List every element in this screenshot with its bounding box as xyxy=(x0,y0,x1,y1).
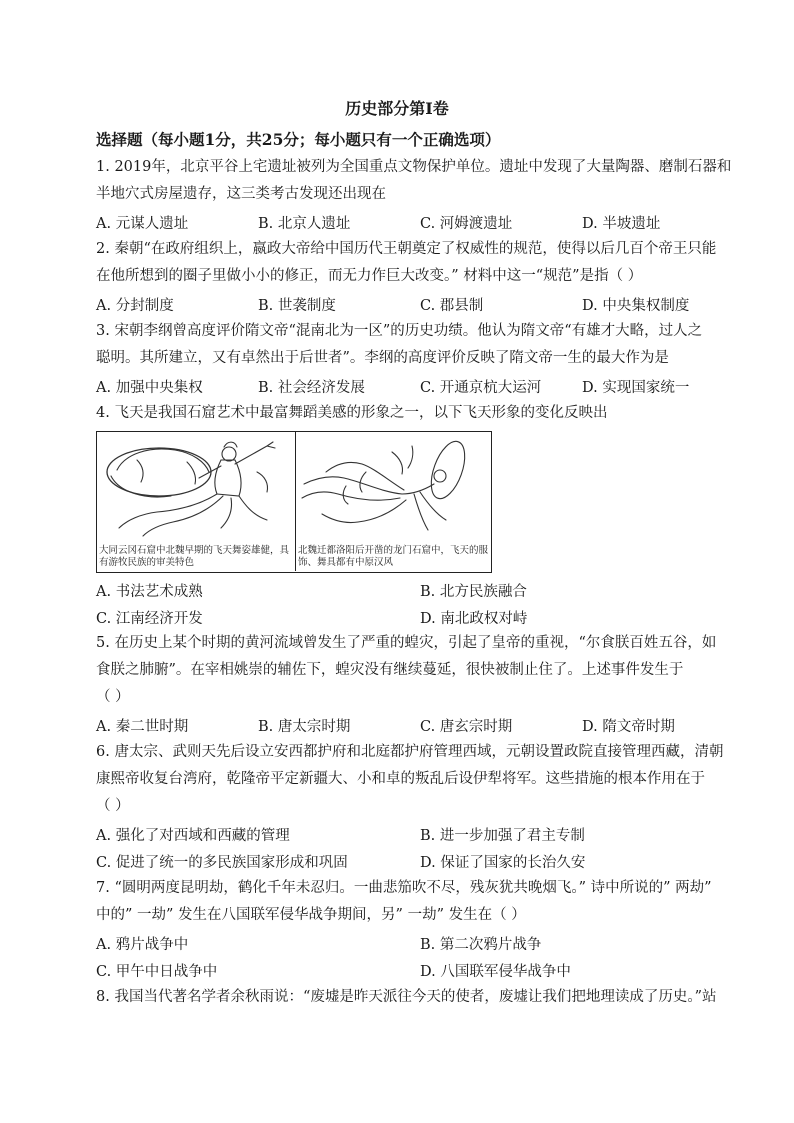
question-3 xyxy=(96,318,703,372)
flying-apsara-illustration-left xyxy=(97,432,293,542)
option-c: C. 江南经济开发 xyxy=(96,611,203,627)
question-1 xyxy=(96,154,732,208)
option-a: A. 鸦片战争中 xyxy=(96,937,189,953)
question-6-options-row-2 xyxy=(96,851,700,873)
option-c: C. 唐玄宗时期 xyxy=(420,719,513,735)
option-a: A. 分封制度 xyxy=(96,298,174,314)
option-b: B. 第二次鸦片战争 xyxy=(420,937,542,953)
page-title: 历史部分第Ⅰ卷 xyxy=(345,99,449,118)
section-header: 选择题（每小题1分，共25分；每小题只有一个正确选项） xyxy=(96,130,501,149)
option-b: B. 北方民族融合 xyxy=(420,584,527,600)
option-b: B. 进一步加强了君主专制 xyxy=(420,828,585,844)
figure-caption-left: 大同云冈石窟中北魏早期的飞天舞姿雄健，具有游牧民族的审美特色 xyxy=(99,545,293,569)
question-4-options-row-2 xyxy=(96,607,700,629)
option-b: B. 北京人遗址 xyxy=(258,216,351,232)
question-text-line: 3. 宋朝李纲曾高度评价隋文帝“混南北为一区”的历史功绩。他认为隋文帝“有雄才大略，过人之 xyxy=(96,323,703,339)
figure-panel-yungang xyxy=(97,432,296,571)
question-7 xyxy=(96,875,712,929)
option-d: D. 中央集权制度 xyxy=(582,298,690,314)
question-6 xyxy=(96,739,724,820)
question-8 xyxy=(96,984,717,1011)
question-text-line: 6. 唐太宗、武则天先后设立安西都护府和北庭都护府管理西域，元朝设置政院直接管理西藏，清朝 xyxy=(96,744,724,760)
option-d: D. 南北政权对峙 xyxy=(420,611,528,627)
option-c: C. 郡县制 xyxy=(420,298,484,314)
question-text-line: 1. 2019年，北京平谷上宅遗址被列为全国重点文物保护单位。遗址中发现了大量陶器、磨制石器和 xyxy=(96,159,732,175)
figure-caption-right: 北魏迁都洛阳后开凿的龙门石窟中，飞天的服饰、舞具都有中原汉风 xyxy=(298,545,489,568)
question-2-options xyxy=(96,294,700,316)
feitian-figure xyxy=(96,431,492,573)
question-text-line: 在他所想到的圈子里做小小的修正，而无力作巨大改变。” 材料中这一“规范”是指（ ） xyxy=(96,268,643,284)
question-text-line: 半地穴式房屋遗存，这三类考古发现还出现在 xyxy=(96,186,386,202)
option-c: C. 促进了统一的多民族国家形成和巩固 xyxy=(96,855,348,871)
option-b: B. 社会经济发展 xyxy=(258,380,365,396)
question-5 xyxy=(96,630,717,711)
question-5-options xyxy=(96,715,700,737)
option-d: D. 八国联军侵华战争中 xyxy=(420,964,571,980)
question-text-line: 7. “圆明两度昆明劫，鹤化千年未忍归。一曲悲笳吹不尽，残灰犹共晚烟飞。” 诗中所说的” 两劫” xyxy=(96,880,712,896)
question-4 xyxy=(96,400,700,427)
option-d: D. 保证了国家的长治久安 xyxy=(420,855,586,871)
question-text-line: （ ） xyxy=(96,689,130,705)
option-c: C. 河姆渡遗址 xyxy=(420,216,513,232)
option-a: A. 元谋人遗址 xyxy=(96,216,189,232)
question-text-line: 中的” 一劫” 发生在八国联军侵华战争期间，另” 一劫” 发生在（ ） xyxy=(96,907,526,923)
question-text-line: 4. 飞天是我国石窟艺术中最富舞蹈美感的形象之一，以下飞天形象的变化反映出 xyxy=(96,405,608,421)
option-d: D. 实现国家统一 xyxy=(582,380,690,396)
option-d: D. 隋文帝时期 xyxy=(582,719,675,735)
option-a: A. 强化了对西域和西藏的管理 xyxy=(96,828,290,844)
question-text-line: （ ） xyxy=(96,798,130,814)
question-1-options xyxy=(96,212,700,234)
question-2 xyxy=(96,236,717,290)
question-3-options xyxy=(96,376,700,398)
question-4-options-row-1 xyxy=(96,580,700,602)
question-text-line: 8. 我国当代著名学者余秋雨说：“废墟是昨天派往今天的使者，废墟让我们把地理读成了历史。”站 xyxy=(96,989,717,1005)
option-c: C. 甲午中日战争中 xyxy=(96,964,218,980)
question-text-line: 食朕之肺腑”。在宰相姚崇的辅佐下，蝗灾没有继续蔓延，很快被制止住了。上述事件发生于 xyxy=(96,662,684,678)
option-b: B. 唐太宗时期 xyxy=(258,719,351,735)
question-text-line: 2. 秦朝“在政府组织上，嬴政大帝给中国历代王朝奠定了权威性的规范，使得以后几百个帝王只能 xyxy=(96,241,717,257)
flying-apsara-illustration-right xyxy=(296,432,488,542)
option-a: A. 加强中央集权 xyxy=(96,380,203,396)
question-text-line: 聪明。其所建立，又有卓然出于后世者”。李纲的高度评价反映了隋文帝一生的最大作为是 xyxy=(96,350,669,366)
option-d: D. 半坡遗址 xyxy=(582,216,661,232)
question-text-line: 5. 在历史上某个时期的黄河流域曾发生了严重的蝗灾，引起了皇帝的重视，“尔食朕百姓五谷，如 xyxy=(96,635,717,651)
option-a: A. 秦二世时期 xyxy=(96,719,189,735)
option-a: A. 书法艺术成熟 xyxy=(96,584,203,600)
question-7-options-row-1 xyxy=(96,933,700,955)
option-c: C. 开通京杭大运河 xyxy=(420,380,542,396)
figure-panel-longmen xyxy=(296,432,490,571)
option-b: B. 世袭制度 xyxy=(258,298,336,314)
question-text-line: 康熙帝收复台湾府，乾隆帝平定新疆大、小和卓的叛乱后设伊犁将军。这些措施的根本作用在于 xyxy=(96,771,705,787)
question-6-options-row-1 xyxy=(96,824,700,846)
question-7-options-row-2 xyxy=(96,960,700,982)
